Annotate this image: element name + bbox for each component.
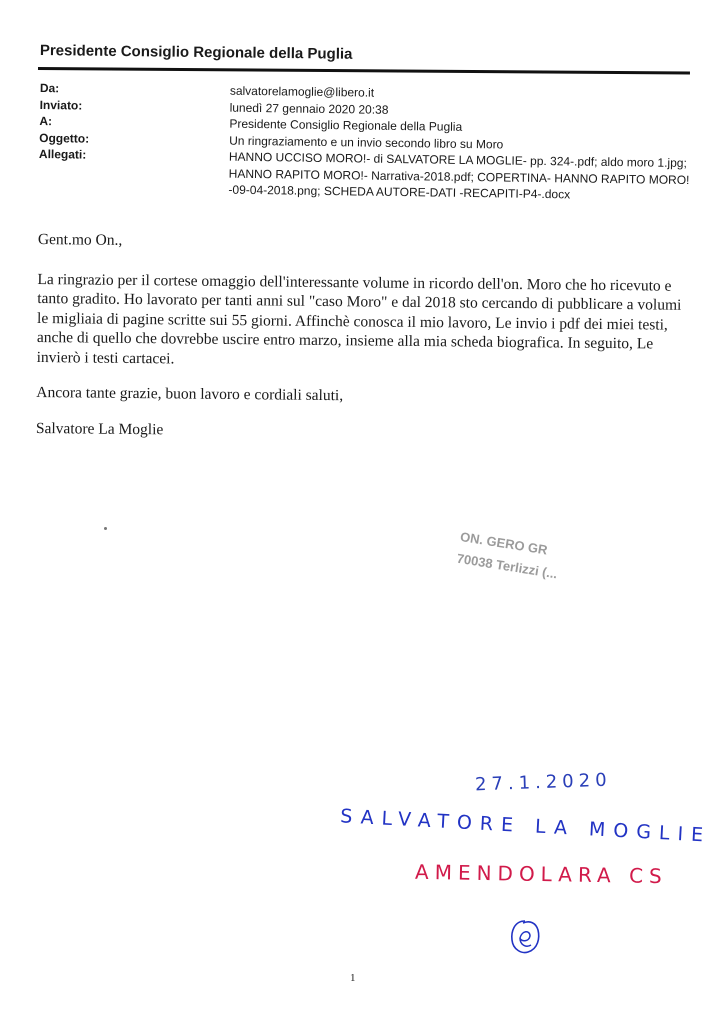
meta-value-to: Presidente Consiglio Regionale della Puglia [229, 116, 463, 134]
handwritten-circle-mark-icon [508, 918, 542, 956]
scan-speck [104, 527, 107, 530]
stamp-line-2: 70038 Terlizzi (... [455, 550, 559, 582]
letter-closing: Ancora tante grazie, buon lavoro e cordiali saluti, [36, 383, 344, 405]
letter-paragraph: La ringrazio per il cortese omaggio dell'interessante volume in ricordo dell'on. Moro che ho ricevuto e tanto gradito. Ho lavorato per tanti anni sul "caso Moro" e dal 2018 sto cercando di pubblicare a volumi le migliaia di pagine scritte sui 55 giorni. Affinchè conosca il mio lavoro, Le invio i pdf dei miei testi, anche di quello che dovrebbe uscire entro marzo, insieme alla mia scheda biografica. In seguito, Le invierò i testi cartacei. [36, 270, 682, 367]
meta-label-to: A: [39, 113, 53, 129]
meta-value-sent: lunedì 27 gennaio 2020 20:38 [229, 100, 389, 117]
office-stamp [455, 526, 562, 585]
meta-label-attachments: Allegati: [38, 146, 87, 162]
email-metadata [38, 80, 700, 205]
meta-label-sent: Inviato: [39, 97, 83, 113]
meta-value-from: salvatorelamoglie@libero.it [229, 83, 375, 100]
meta-row-attachments [38, 146, 699, 205]
header-divider [38, 67, 690, 75]
meta-label-subject: Oggetto: [39, 130, 90, 146]
letter-body [36, 230, 688, 461]
letter-greeting: Gent.mo On., [37, 230, 123, 249]
handwritten-date: 27.1.2020 [474, 769, 612, 796]
handwritten-place: AMENDOLARA CS [414, 859, 668, 889]
meta-value-subject: Un ringraziamento e un invio secondo libro su Moro [229, 133, 504, 151]
page-number: 1 [350, 972, 356, 984]
letter-signature: Salvatore La Moglie [35, 419, 164, 438]
meta-value-attachments: HANNO UCCISO MORO!- di SALVATORE LA MOGLIE- pp. 324-.pdf; aldo moro 1.jpg; HANNO RAPITO MORO!- Narrativa-2018.pdf; COPERTINA- HANNO RAPITO MORO! -09-04-2018.png; SCHEDA AUTORE-DATI -RECAPITI-P4-.docx [228, 149, 690, 202]
sender-org-title: Presidente Consiglio Regionale della Puglia [39, 42, 353, 63]
stamp-line-1: ON. GERO GR [459, 528, 549, 558]
meta-label-from: Da: [39, 80, 60, 96]
handwritten-name: SALVATORE LA MOGLIE [339, 805, 712, 847]
